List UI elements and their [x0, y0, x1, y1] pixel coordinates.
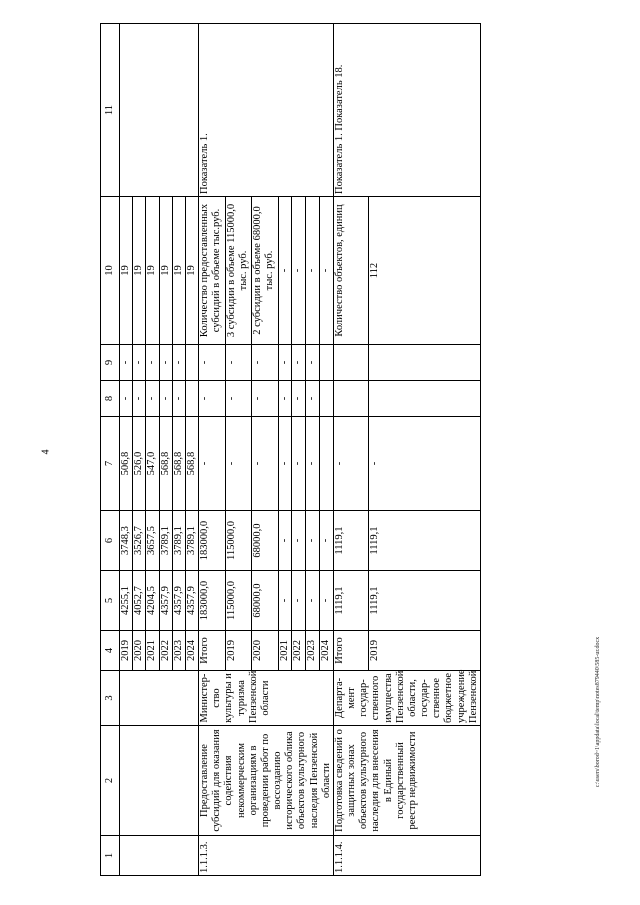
result-description: 2 субсидии в объеме 68000,0 тыс. руб.: [252, 197, 279, 345]
item-code: 1.1.1.4.: [333, 836, 480, 876]
value-cell: 568,8: [159, 417, 172, 511]
result-description: -: [278, 197, 292, 345]
value-cell: 19: [133, 197, 146, 345]
result-description: -: [320, 197, 334, 345]
year-cell: 2021: [278, 631, 292, 671]
value-cell: -: [306, 417, 320, 511]
value-cell: -: [159, 345, 172, 381]
value-cell: [185, 381, 198, 417]
value-cell: -: [306, 345, 320, 381]
value-cell: 19: [159, 197, 172, 345]
year-cell: 2019: [368, 631, 480, 671]
value-cell: -: [199, 345, 226, 381]
rotated-table-container: [100, 24, 610, 876]
column-number: 1: [101, 836, 120, 876]
value-cell: 3789,1: [172, 511, 185, 571]
value-cell: -: [146, 345, 159, 381]
year-cell: 2020: [252, 631, 279, 671]
item-name: Подготовка сведений о защитных зонах объектов культурного наследия для внесения в Единый государственный реестр недвижимости: [333, 726, 480, 836]
indicator-cell: Показатель 1.: [199, 24, 334, 197]
value-cell: -: [306, 381, 320, 417]
empty-cell: [120, 671, 199, 726]
value-cell: [368, 381, 480, 417]
item-executor: Департа-мент государ-ственного имущества Пензенской области, государ-ственное бюджетное учреждение Пензенской: [333, 671, 480, 726]
value-cell: -: [306, 511, 320, 571]
value-cell: -: [320, 511, 334, 571]
year-cell: 2021: [146, 631, 159, 671]
item-name: Предоставление субсидий для оказания содействия некоммерческим организациям в проведении работ по воссозданию исторического облика объектов культурного наследия Пензенской области: [199, 726, 334, 836]
value-cell: 19: [172, 197, 185, 345]
value-cell: [320, 417, 334, 511]
value-cell: -: [133, 345, 146, 381]
footer-file-path: c:\users\borod~1\appdata\local\temp\notes879440\585-ur.docx: [595, 636, 601, 788]
value-cell: -: [292, 345, 306, 381]
value-cell: 3789,1: [185, 511, 198, 571]
empty-cell: [120, 24, 199, 197]
item-executor: Министер-ство культуры и туризма Пензенской области: [199, 671, 334, 726]
column-number-row: [101, 24, 120, 876]
empty-cell: [120, 726, 199, 836]
result-description: -: [306, 197, 320, 345]
value-cell: 19: [185, 197, 198, 345]
year-cell: 2022: [159, 631, 172, 671]
value-cell: 68000,0: [252, 571, 279, 631]
value-cell: [320, 381, 334, 417]
value-cell: 4357,9: [159, 571, 172, 631]
column-number: 8: [101, 381, 120, 417]
value-cell: 183000,0: [199, 511, 226, 571]
value-cell: -: [252, 417, 279, 511]
value-cell: -: [292, 381, 306, 417]
value-cell: -: [172, 345, 185, 381]
year-cell: 2022: [292, 631, 306, 671]
value-cell: 19: [146, 197, 159, 345]
value-cell: 4204,5: [146, 571, 159, 631]
value-cell: 1119,1: [368, 571, 480, 631]
result-description: Количество предоставленных субсидий в объеме тыс.руб.: [199, 197, 226, 345]
column-number: 7: [101, 417, 120, 511]
table-row: [120, 24, 133, 876]
year-cell: 2019: [120, 631, 133, 671]
value-cell: 4052,7: [133, 571, 146, 631]
value-cell: -: [225, 417, 252, 511]
value-cell: [333, 381, 368, 417]
value-cell: 4255,1: [120, 571, 133, 631]
value-cell: 568,8: [185, 417, 198, 511]
value-cell: -: [320, 571, 334, 631]
value-cell: 115000,0: [225, 571, 252, 631]
column-number: 2: [101, 726, 120, 836]
value-cell: 3526,7: [133, 511, 146, 571]
year-cell: 2019: [225, 631, 252, 671]
value-cell: 506,8: [120, 417, 133, 511]
indicator-cell: Показатель 1. Показатель 18.: [333, 24, 480, 197]
column-number: 5: [101, 571, 120, 631]
value-cell: 4357,9: [185, 571, 198, 631]
value-cell: 68000,0: [252, 511, 279, 571]
result-description: 3 субсидии в объеме 115000,0 тыс. руб.: [225, 197, 252, 345]
value-cell: -: [278, 571, 292, 631]
column-number: 11: [101, 24, 120, 197]
value-cell: -: [225, 381, 252, 417]
value-cell: -: [278, 381, 292, 417]
value-cell: [320, 345, 334, 381]
result-description: 112: [368, 197, 480, 345]
value-cell: -: [278, 345, 292, 381]
value-cell: -: [278, 511, 292, 571]
result-description: -: [292, 197, 306, 345]
value-cell: 547,0: [146, 417, 159, 511]
value-cell: -: [133, 381, 146, 417]
value-cell: 3789,1: [159, 511, 172, 571]
column-number: 4: [101, 631, 120, 671]
value-cell: -: [368, 417, 480, 511]
value-cell: -: [278, 417, 292, 511]
value-cell: -: [292, 571, 306, 631]
value-cell: -: [120, 345, 133, 381]
year-cell: 2023: [172, 631, 185, 671]
year-cell: 2023: [306, 631, 320, 671]
column-number: 3: [101, 671, 120, 726]
value-cell: 3657,5: [146, 511, 159, 571]
table-row: [199, 24, 226, 876]
value-cell: -: [172, 381, 185, 417]
value-cell: -: [292, 511, 306, 571]
table-row: [333, 24, 368, 876]
value-cell: -: [199, 417, 226, 511]
year-cell: 2020: [133, 631, 146, 671]
year-cell: Итого: [333, 631, 368, 671]
value-cell: 4357,9: [172, 571, 185, 631]
program-activities-table: [100, 23, 481, 876]
value-cell: 568,8: [172, 417, 185, 511]
year-cell: 2024: [185, 631, 198, 671]
value-cell: 1119,1: [333, 571, 368, 631]
value-cell: -: [199, 381, 226, 417]
year-cell: 2024: [320, 631, 334, 671]
value-cell: -: [306, 571, 320, 631]
item-code: 1.1.1.3.: [199, 836, 334, 876]
value-cell: [368, 345, 480, 381]
value-cell: -: [333, 417, 368, 511]
value-cell: -: [252, 345, 279, 381]
value-cell: -: [292, 417, 306, 511]
page-number: 4: [40, 449, 52, 455]
year-cell: Итого: [199, 631, 226, 671]
value-cell: 19: [120, 197, 133, 345]
value-cell: 526,0: [133, 417, 146, 511]
value-cell: -: [252, 381, 279, 417]
value-cell: -: [120, 381, 133, 417]
value-cell: 183000,0: [199, 571, 226, 631]
result-description: Количество объектов, единиц: [333, 197, 368, 345]
value-cell: -: [225, 345, 252, 381]
column-number: 6: [101, 511, 120, 571]
value-cell: 115000,0: [225, 511, 252, 571]
value-cell: 1119,1: [333, 511, 368, 571]
empty-cell: [120, 836, 199, 876]
value-cell: [333, 345, 368, 381]
column-number: 10: [101, 197, 120, 345]
value-cell: 1119,1: [368, 511, 480, 571]
value-cell: [185, 345, 198, 381]
column-number: 9: [101, 345, 120, 381]
value-cell: -: [159, 381, 172, 417]
value-cell: 3748,3: [120, 511, 133, 571]
value-cell: -: [146, 381, 159, 417]
